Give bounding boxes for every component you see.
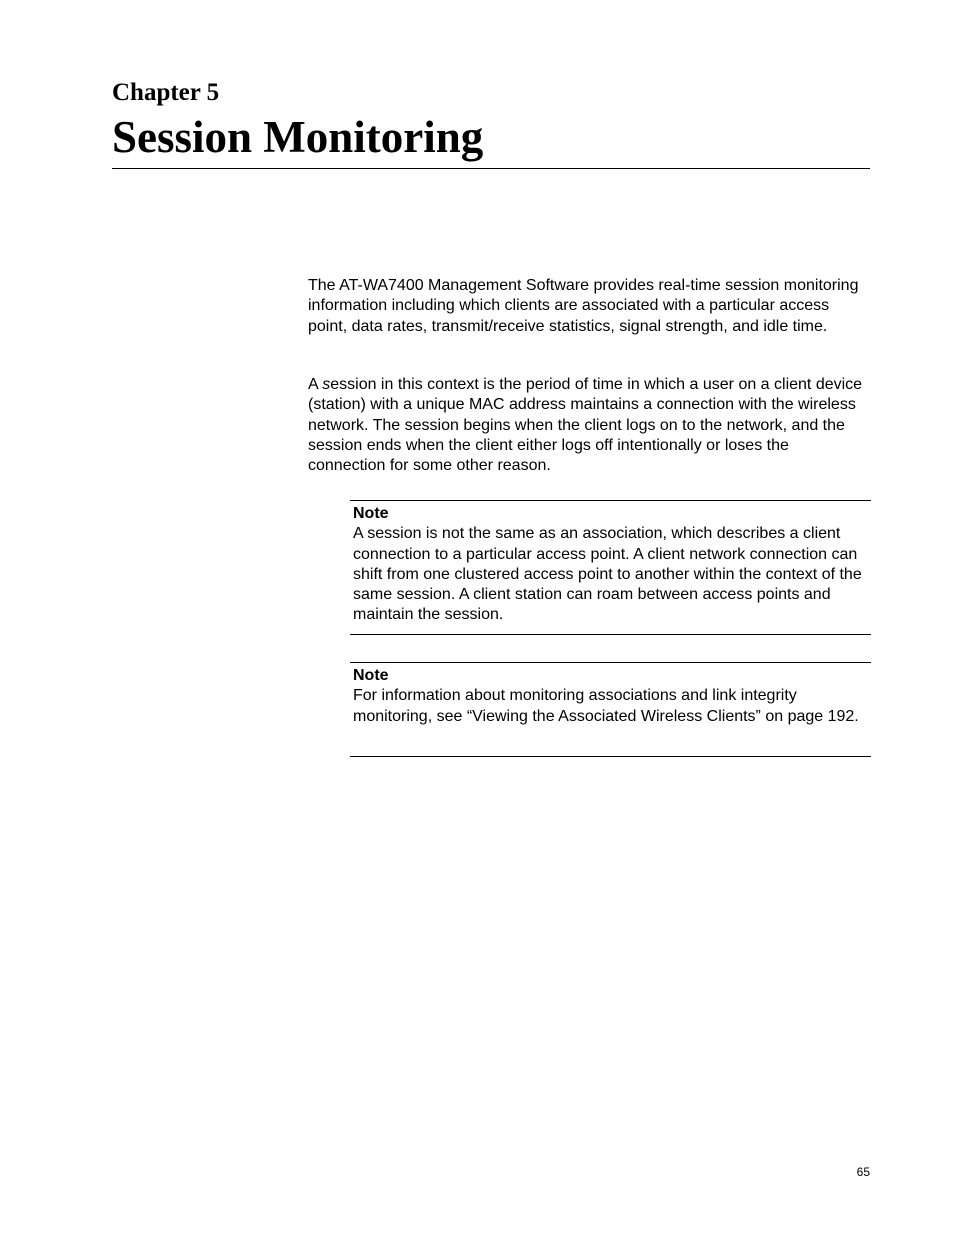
chapter-label: Chapter 5: [112, 79, 220, 106]
note-heading: Note: [353, 505, 389, 522]
page-number: 65: [856, 1165, 870, 1179]
intro-paragraph: The AT-WA7400 Management Software provides real-time session monitoring information including which clients are associated with a particular access point, data rates, transmit/receive statistics, signal strength, and idle time.: [308, 277, 859, 335]
chapter-title: Session Monitoring: [112, 112, 484, 162]
paragraph-prefix: A: [308, 376, 323, 393]
paragraph-italic-letter: s: [322, 376, 331, 393]
note-text: For information about monitoring associations and link integrity monitoring, see “Viewing the Associated Wireless Clients” on page 192.: [353, 687, 859, 725]
paragraph-rest: ession in this context is the period of time in which a user on a client device (station) with a unique MAC address maintains a connection with the wireless network. The session begins when the client logs on to the network, and the session ends when the client either logs off intentionally or loses the connection for some other reason.: [308, 376, 863, 475]
note-heading: Note: [353, 667, 389, 684]
note-box-session-vs-association: [350, 500, 871, 635]
note-text: A session is not the same as an association, which describes a client connection to a particular access point. A client network connection can shift from one clustered access point to another within the context of the same session. A client station can roam between access points and maintain the session.: [353, 525, 862, 624]
session-definition-paragraph: [308, 375, 870, 476]
title-divider: [112, 168, 870, 169]
note-box-associations-reference: [350, 662, 871, 757]
